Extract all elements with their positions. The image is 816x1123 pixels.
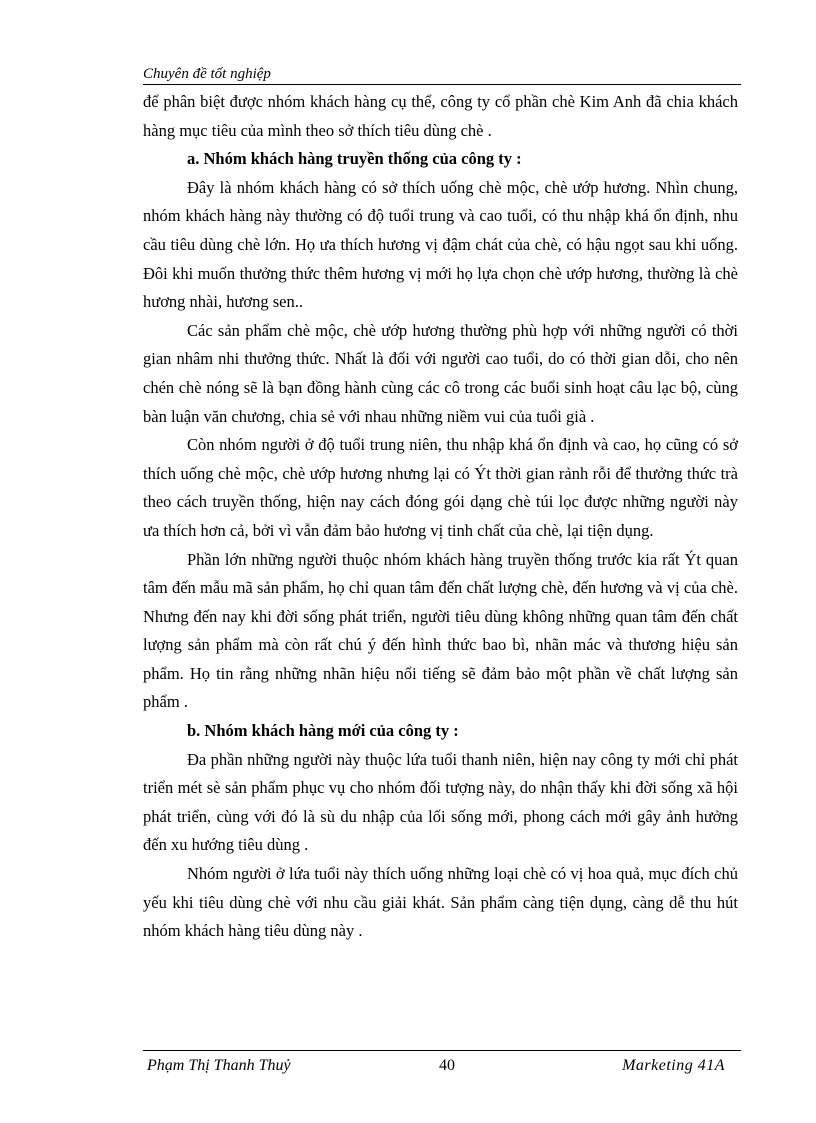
paragraph: Nhóm người ở lứa tuổi này thích uống những loại chè có vị hoa quả, mục đích chủ yếu khi tiêu dùng chè với nhu cầu giải khát. Sản phẩm càng tiện dụng, càng dễ thu hút nhóm khách hàng tiêu dùng này . — [143, 864, 738, 941]
section-heading-b: b. Nhóm khách hàng mới của công ty : — [187, 721, 459, 741]
paragraph: Đa phần những người này thuộc lứa tuổi thanh niên, hiện nay công ty mới chỉ phát triển mét sè sản phẩm phục vụ cho nhóm đối tượng này, do nhận thấy khi đời sống xã hội phát triển, cùng với đó là sù du nhập của lối sống mới, phong cách mới gây ảnh hưởng đến xu hướng tiêu dùng . — [143, 749, 738, 855]
footer-department: Marketing 41A — [622, 1057, 725, 1074]
page-number: 40 — [439, 1057, 455, 1074]
paragraph: Các sản phẩm chè mộc, chè ướp hương thường phù hợp với những người có thời gian nhâm nhi thưởng thức. Nhất là đối với người cao tuổi, do có thời gian dỗi, cho nên chén chè nóng sẽ là bạn đồng hành cùng các cô trong các buổi sinh hoạt câu lạc bộ, cùng bàn luận văn chương, chia sẻ với nhau những niềm vui của tuổi già . — [143, 320, 738, 426]
paragraph-continuation: để phân biệt được nhóm khách hàng cụ thể, công ty cổ phần chè Kim Anh đã chia khách hàng mục tiêu của mình theo sở thích tiêu dùng chè . — [143, 92, 738, 140]
page-header — [143, 64, 741, 85]
paragraph: Phần lớn những người thuộc nhóm khách hàng truyền thống trước kia rất Ýt quan tâm đến mẫu mã sản phẩm, họ chỉ quan tâm đến chất lượng chè, đến hương và vị của chè. Nhưng đến nay khi đời sống phát triển, người tiêu dùng không những quan tâm đến chất lượng sản phẩm mà còn rất chú ý đến hình thức bao bì, nhãn mác và thương hiệu sản phẩm. Họ tin rằng những nhãn hiệu nổi tiếng sẽ đảm bảo một phần về chất lượng sản phẩm . — [143, 549, 738, 712]
paragraph: Đây là nhóm khách hàng có sở thích uống chè mộc, chè ướp hương. Nhìn chung, nhóm khách hàng này thường có độ tuổi trung và cao tuổi, có thu nhập khá ổn định, nhu cầu tiêu dùng chè lớn. Họ ưa thích hương vị đậm chát của chè, có hậu ngọt sau khi uống. Đôi khi muốn thưởng thức thêm hương vị mới họ lựa chọn chè ướp hương, thường là chè hương nhài, hương sen.. — [143, 177, 738, 312]
body-text — [143, 88, 738, 946]
section-heading-a: a. Nhóm khách hàng truyền thống của công ty : — [187, 149, 522, 169]
footer-author: Phạm Thị Thanh Thuỷ — [147, 1057, 291, 1074]
paragraph: Còn nhóm người ở độ tuổi trung niên, thu nhập khá ổn định và cao, họ cũng có sở thích uống chè mộc, chè ướp hương nhưng lại có Ýt thời gian rảnh rỗi để thưởng thức trà theo cách truyền thống, hiện nay cách đóng gói dạng chè túi lọc được những người này ưa thích hơn cả, bởi vì vẫn đảm bảo hương vị tinh chất của chè, lại tiện dụng. — [143, 435, 738, 540]
header-title: Chuyên đề tốt nghiệp — [143, 66, 271, 82]
page-footer — [143, 1050, 741, 1081]
